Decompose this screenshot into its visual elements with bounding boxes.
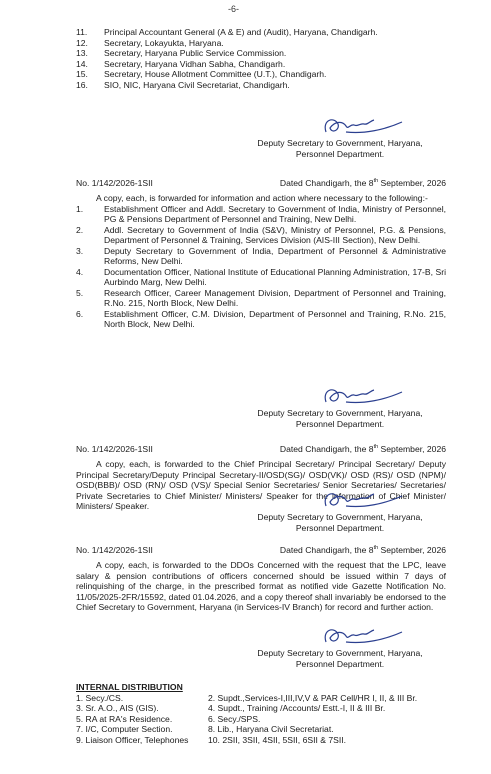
signature-block [234,382,446,429]
top-distribution-list [76,27,446,90]
signatory-department: Personnel Department. [295,418,385,429]
forwarding-section-1 [76,193,446,330]
forwarding-text: A copy, each, is forwarded to the DDOs Concerned with the request that the LPC, leave salary & pension contributions of officers concerned should be issued within 7 days of relinquishing of the charge, in the prescribed format as notified vide Gazette Notification No. 11/05/2025-2FR/15592, dated 01.04.2026, and a copy thereof shall invariably be endorsed to the Chief Secretary to Government, Haryana (in Services-IV Branch) for record and further action. [76,560,446,612]
signature-image [234,622,446,648]
reference-number: No. 1/142/2026-1SII [76,545,153,555]
table-row: 5. RA at RA's Residence. 6. Secy./SPS. [76,713,261,724]
list-item: 5. Research Officer, Career Management Division, Department of Personnel and Training, R.No. 215, North Block, New Delhi. [76,287,446,308]
signature-block [234,622,446,669]
list-item: 11. Principal Accountant General (A & E) and (Audit), Haryana, Chandigarh. [76,27,378,37]
reference-number: No. 1/142/2026-1SII [76,444,153,454]
internal-distribution-heading: INTERNAL DISTRIBUTION [76,682,183,692]
signature-image [234,382,446,408]
internal-distribution [76,682,476,745]
list-item: 4. Documentation Officer, National Institute of Educational Planning Administration, 17-B, Sri Aurbindo Marg, New Delhi. [76,266,446,287]
list-item: 12. Secretary, Lokayukta, Haryana. [76,37,224,48]
signatory-department: Personnel Department. [295,148,385,159]
reference-number: No. 1/142/2026-1SII [76,178,153,188]
signatory-designation: Deputy Secretary to Government, Haryana, [257,512,423,522]
list-item: 1. Establishment Officer and Addl. Secretary to Government of India, Ministry of Personnel, PG & Pensions Department of Personnel and Training, New Delhi. [76,203,446,224]
table-row: 7. I/C, Computer Section. 8. Lib., Haryana Civil Secretariat. [76,724,334,734]
list-item: 15. Secretary, House Allotment Committee (U.T.), Chandigarh. [76,69,327,79]
page-number: -6- [228,4,239,14]
signatory-designation: Deputy Secretary to Government, Haryana, [257,648,423,658]
list-item: 16. SIO, NIC, Haryana Civil Secretariat, Chandigarh. [76,79,290,90]
signature-image [234,486,446,512]
signature-block [234,112,446,159]
list-item: 6. Establishment Officer, C.M. Division, Department of Personnel and Training, R.No. 215, North Block, New Delhi. [76,308,446,329]
signatory-department: Personnel Department. [295,522,385,533]
signatory-designation: Deputy Secretary to Government, Haryana, [257,408,423,418]
forwarding-section-3 [76,560,446,613]
dated-text: Dated Chandigarh, the 8th September, 2026 [279,545,446,555]
table-row: 3. Sr. A.O., AIS (GIS). 4. Supdt., Training /Accounts/ Estt.-I, II & III Br. [76,703,386,713]
signature-image [234,112,446,138]
dated-text: Dated Chandigarh, the 8th September, 2026 [279,444,446,454]
signatory-designation: Deputy Secretary to Government, Haryana, [257,138,423,148]
list-item: 3. Deputy Secretary to Government of India, Department of Personnel & Administrative Reforms, New Delhi. [76,245,446,266]
table-row: 9. Liaison Officer, Telephones 10. 2SII, 3SII, 4SII, 5SII, 6SII & 7SII. [76,734,347,745]
table-row: 1. Secy./CS. 2. Supdt.,Services-I,III,IV,V & PAR Cell/HR I, II, & III Br. [76,692,418,703]
forwarding-text: A copy, each, is forwarded to the Chief Principal Secretary/ Principal Secretary/ Deputy Principal Secretary/Deputy Principal Secretary-II/OSD(SG)/ OSD(VK)/ OSD (RS)/ OSD (NPM)/ OSD(BBB)/ OSD (RN)/ OSD (VS)/ Special Senior Secretaries/ Senior Secretaries/ Secretaries/ Private Secretaries to Chief Minister/ Ministers/ Speaker for the information of Chief Minister/ Ministers/ Speaker. [76,459,446,511]
signatory-department: Personnel Department. [295,658,385,669]
dated-text: Dated Chandigarh, the 8th September, 2026 [279,178,446,188]
list-item: 2. Addl. Secretary to Government of India (S&V), Ministry of Personnel, P.G. & Pensions, Department of Personnel & Training, Services Division (AIS-III Section), New Delhi. [76,224,446,245]
signature-block [234,486,446,533]
forwarding-intro: A copy, each, is forwarded for information and action where necessary to the following:- [96,193,428,203]
list-item: 14. Secretary, Haryana Vidhan Sabha, Chandigarh. [76,58,286,69]
list-item: 13. Secretary, Haryana Public Service Commission. [76,48,287,58]
